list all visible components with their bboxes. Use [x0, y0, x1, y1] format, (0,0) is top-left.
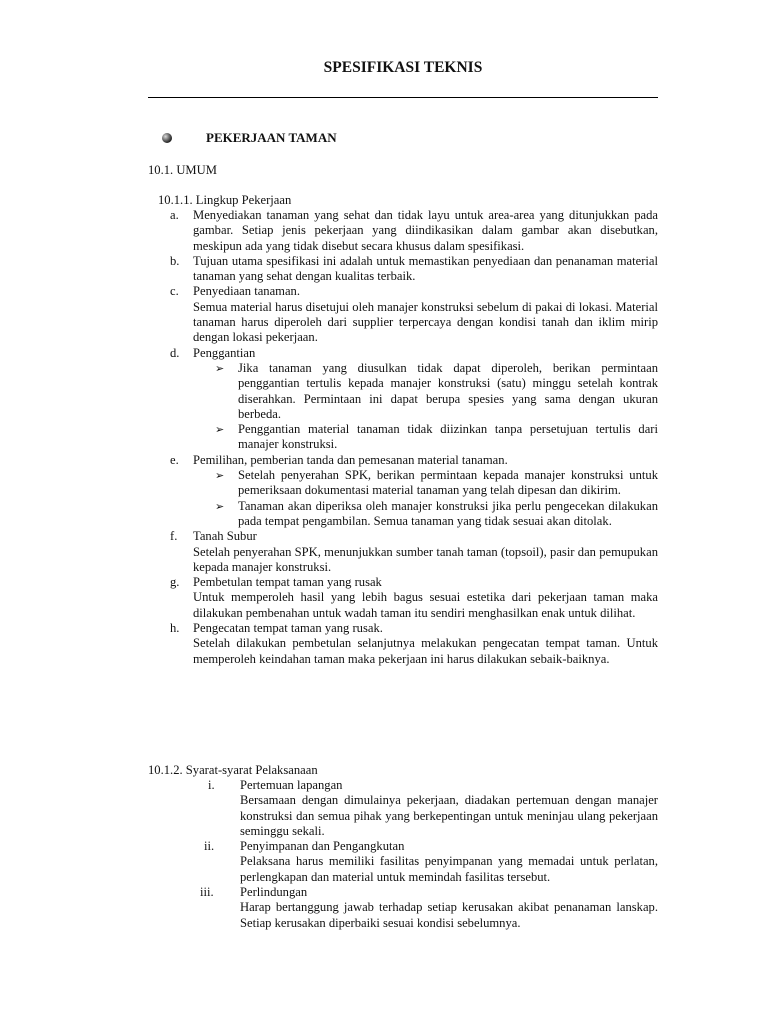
list-item: [170, 621, 658, 667]
list-item: [170, 254, 658, 285]
list-item: [198, 885, 658, 931]
section-title: PEKERJAAN TAMAN: [206, 130, 337, 145]
item-title: Perlindungan: [240, 885, 308, 900]
item-marker: g.: [170, 575, 180, 590]
item-text: Untuk memperoleh hasil yang lebih bagus sesuai estetika dari pekerjaan taman maka dilakukan pembenahan untuk wadah taman itu sendiri menghasilkan enak untuk dilihat.: [193, 590, 658, 620]
sub-bullet-text: Setelah penyerahan SPK, berikan permintaan kepada manajer konstruksi untuk pemeriksaan dokumentasi material tanaman yang telah dipesan dan dikirim.: [238, 468, 658, 498]
list-item: [198, 778, 658, 839]
arrow-bullet-icon: ➢: [215, 423, 225, 437]
item-title: Penyediaan tanaman.: [193, 284, 301, 299]
item-text: Semua material harus disetujui oleh manajer konstruksi sebelum di pakai di lokasi. Material tanaman harus diperoleh dari supplier terpercaya dengan kondisi tanah dan iklim mirip dengan lokasi pekerjaan.: [193, 299, 658, 345]
item-text: Setelah penyerahan SPK, menunjukkan sumber tanah taman (topsoil), pasir dan pemupukan kepada manajer konstruksi.: [193, 544, 658, 574]
item-title: Tanah Subur: [193, 529, 257, 544]
sub-bullet-item: [215, 468, 658, 499]
sub-bullet-item: [215, 361, 658, 422]
item-text: Tujuan utama spesifikasi ini adalah untuk memastikan penyediaan dan penanaman material tanaman yang sehat dengan kualitas terbaik.: [193, 253, 658, 284]
title-divider: [148, 97, 658, 98]
part-heading-lingkup: 10.1.1. Lingkup Pekerjaan: [158, 193, 292, 207]
item-title: Pemilihan, pemberian tanda dan pemesanan material tanaman.: [193, 452, 508, 467]
arrow-bullet-icon: ➢: [215, 469, 225, 483]
list-item: [170, 284, 658, 345]
item-text: Menyediakan tanaman yang sehat dan tidak layu untuk area-area yang ditunjukkan pada gambar. Setiap jenis pekerjaan yang diindikasikan dalam gambar akan disebutkan, meskipun ada yang tidak disebut secara khusus dalam spesifikasi.: [193, 208, 658, 253]
list-item: [198, 839, 658, 885]
sub-bullet-text: Jika tanaman yang diusulkan tidak dapat diperoleh, berikan permintaan penggantian tertulis kepada manajer konstruksi (satu) minggu setelah kontrak diserahkan. Permintaan ini dapat berupa spesies yang sama dengan ukuran berbeda.: [238, 360, 658, 421]
item-marker: ii.: [204, 839, 215, 854]
part-heading-syarat: 10.1.2. Syarat-syarat Pelaksanaan: [148, 763, 318, 777]
list-item: [170, 346, 658, 453]
item-marker: a.: [170, 208, 179, 222]
subsection-title: 10.1. UMUM: [148, 163, 217, 177]
item-marker: i.: [208, 778, 215, 792]
item-title: Pertemuan lapangan: [240, 778, 343, 792]
arrow-bullet-icon: ➢: [215, 499, 225, 513]
item-marker: d.: [170, 345, 180, 360]
item-text: Bersamaan dengan dimulainya pekerjaan, diadakan pertemuan dengan manajer konstruksi dan semua pihak yang berkepentingan untuk meninjau ulang pekerjaan seminggu sekali.: [240, 793, 658, 838]
item-marker: iii.: [200, 885, 214, 900]
sub-bullet-item: [215, 422, 658, 453]
list-item: [170, 208, 658, 254]
arrow-bullet-icon: ➢: [215, 361, 225, 375]
document-title: SPESIFIKASI TEKNIS: [323, 59, 483, 76]
item-title: Penggantian: [193, 345, 256, 360]
item-marker: c.: [170, 284, 179, 299]
item-text: Setelah dilakukan pembetulan selanjutnya melakukan pengecatan tempat taman. Untuk memperoleh keindahan taman maka pekerjaan ini harus dilakukan sebaik-baiknya.: [193, 636, 658, 666]
item-marker: b.: [170, 253, 180, 268]
syarat-list: [198, 778, 658, 931]
item-marker: h.: [170, 621, 180, 636]
item-title: Penyimpanan dan Pengangkutan: [240, 839, 405, 854]
sub-bullet-text: Penggantian material tanaman tidak diizinkan tanpa persetujuan tertulis dari manajer konstruksi.: [238, 422, 658, 452]
sub-bullet-text: Tanaman akan diperiksa oleh manajer konstruksi jika perlu pengecekan dilakukan pada tempat pengambilan. Semua tanaman yang tidak sesuai akan ditolak.: [238, 498, 658, 528]
round-bullet-icon: [162, 133, 172, 143]
item-marker: e.: [170, 452, 179, 467]
item-text: Harap bertanggung jawab terhadap setiap kerusakan akibat penanaman lanskap. Setiap kerusakan diperbaiki sesuai kondisi sebelumnya.: [240, 900, 658, 930]
item-marker: f.: [170, 529, 178, 544]
list-item: [170, 575, 658, 621]
item-text: Pelaksana harus memiliki fasilitas penyimpanan yang memadai untuk perlatan, perlengkapan dan material untuk memindah fasilitas tersebut.: [240, 854, 658, 884]
list-item: [170, 453, 658, 529]
list-item: [170, 529, 658, 575]
item-title: Pembetulan tempat taman yang rusak: [193, 575, 382, 590]
sub-bullet-item: [215, 499, 658, 530]
lingkup-list: [170, 208, 658, 667]
item-title: Pengecatan tempat taman yang rusak.: [193, 621, 383, 636]
